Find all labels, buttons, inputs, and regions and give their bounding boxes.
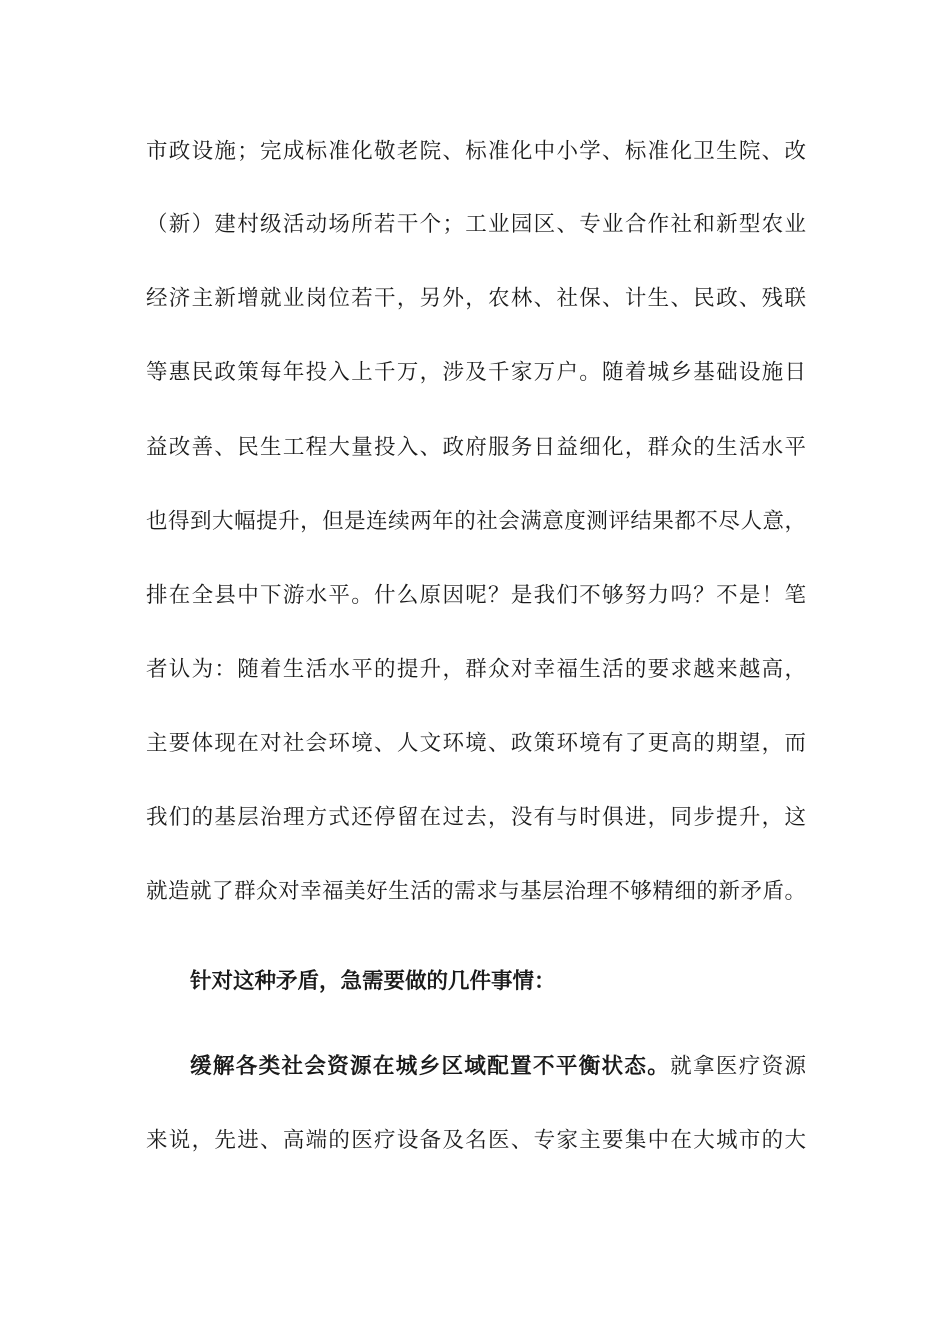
body-text-line: 就造就了群众对幸福美好生活的需求与基层治理不够精细的新矛盾。 (146, 879, 806, 904)
body-text-line: 来说，先进、高端的医疗设备及名医、专家主要集中在大城市的大 (146, 1128, 806, 1153)
body-text-line: 等惠民政策每年投入上千万，涉及千家万户。随着城乡基础设施日 (146, 360, 806, 385)
bold-lead-text: 缓解各类社会资源在城乡区域配置不平衡状态。 (190, 1054, 671, 1079)
body-text-line: （新）建村级活动场所若干个；工业园区、专业合作社和新型农业 (146, 212, 806, 237)
body-text-line: 也得到大幅提升，但是连续两年的社会满意度测评结果都不尽人意， (146, 509, 806, 534)
body-text-line: 益改善、民生工程大量投入、政府服务日益细化，群众的生活水平 (146, 435, 806, 460)
body-text-line: 经济主新增就业岗位若干，另外，农林、社保、计生、民政、残联 (146, 286, 806, 311)
body-text-line: 我们的基层治理方式还停留在过去，没有与时俱进，同步提升，这 (146, 805, 806, 830)
body-text-line: 排在全县中下游水平。什么原因呢？是我们不够努力吗？不是！笔 (146, 583, 806, 608)
body-text-line: 市政设施；完成标准化敬老院、标准化中小学、标准化卫生院、改 (146, 139, 806, 164)
body-text-line: 者认为：随着生活水平的提升，群众对幸福生活的要求越来越高， (146, 657, 806, 682)
body-text-line: 主要体现在对社会环境、人文环境、政策环境有了更高的期望，而 (146, 731, 806, 756)
paragraph-lead-line (190, 1047, 806, 1087)
body-text-inline: 就拿医疗资源 (670, 1054, 806, 1079)
section-heading: 针对这种矛盾，急需要做的几件事情： (190, 969, 556, 994)
